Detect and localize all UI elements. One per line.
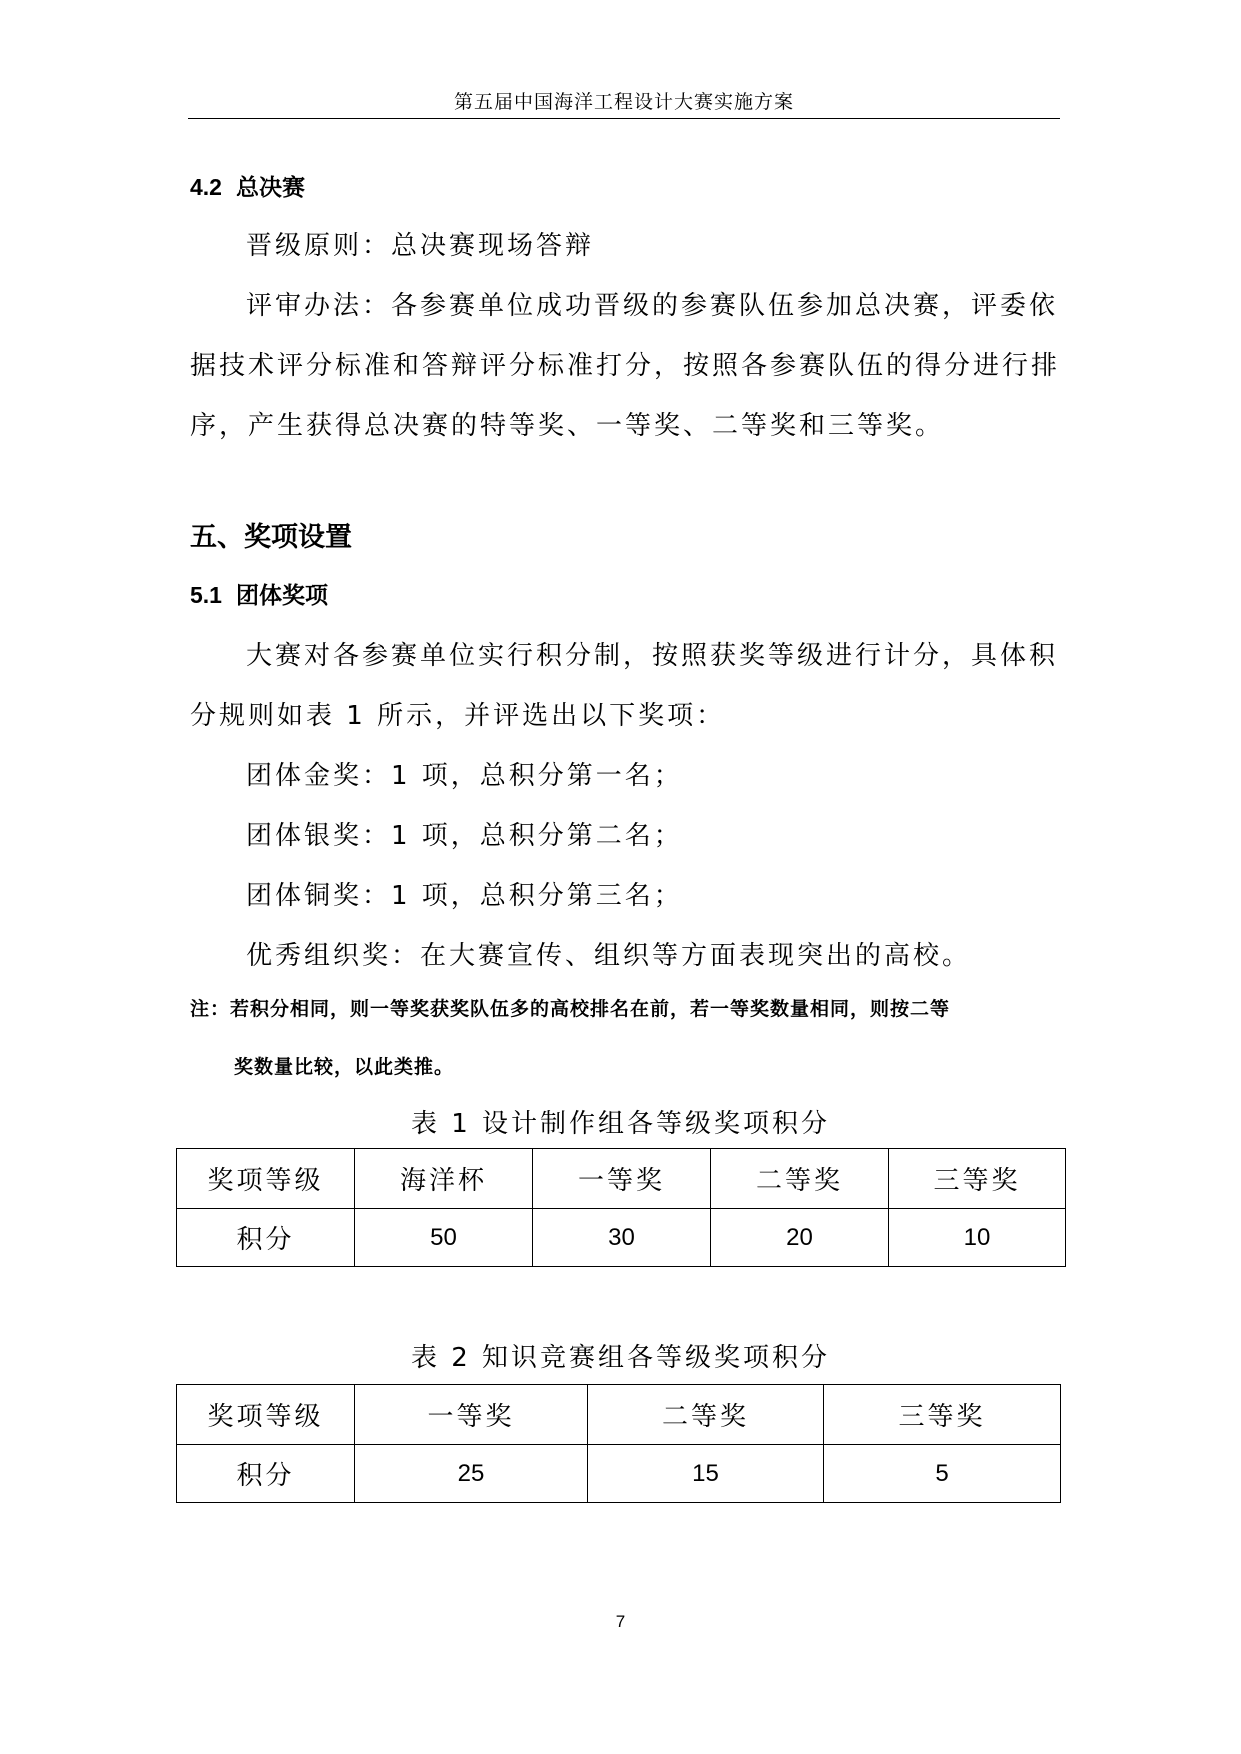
table-row: [177, 1445, 1061, 1503]
table-header-cell: 二等奖: [588, 1385, 824, 1445]
promotion-line: 晋级原则：总决赛现场答辩: [246, 231, 595, 261]
intro-line: 分规则如表 1 所示，并评选出以下奖项：: [190, 701, 726, 731]
section-number: 4.2: [190, 174, 222, 200]
section-number: 5.1: [190, 582, 222, 608]
section-heading-4-2: [190, 170, 305, 205]
table2: [176, 1384, 1061, 1503]
chapter-heading-5: 五、奖项设置: [190, 522, 352, 553]
table-header-cell: 二等奖: [711, 1149, 889, 1209]
table-header-cell: 一等奖: [533, 1149, 711, 1209]
header-rule: [188, 118, 1060, 119]
section-heading-5-1: [190, 578, 328, 613]
intro-paragraph: [190, 626, 1062, 746]
table-cell: 15: [588, 1445, 824, 1503]
section-title: 团体奖项: [235, 583, 328, 609]
review-line: 序，产生获得总决赛的特等奖、一等奖、二等奖和三等奖。: [190, 411, 945, 441]
review-line: 评审办法：各参赛单位成功晋级的参赛队伍参加总决赛，评委依: [246, 291, 1059, 321]
table-header-cell: 奖项等级: [177, 1149, 355, 1209]
award-item: 团体铜奖：1 项，总积分第三名；: [246, 881, 683, 911]
review-line: 据技术评分标准和答辩评分标准打分，按照各参赛队伍的得分进行排: [190, 351, 1061, 381]
table-cell: 25: [355, 1445, 588, 1503]
table-cell: 30: [533, 1209, 711, 1267]
review-paragraph: [190, 276, 1062, 456]
table-header-cell: 一等奖: [355, 1385, 588, 1445]
table-cell: 10: [889, 1209, 1066, 1267]
award-item: 团体金奖：1 项，总积分第一名；: [246, 761, 683, 791]
award-item: 团体银奖：1 项，总积分第二名；: [246, 821, 683, 851]
note-line: 奖数量比较，以此类推。: [234, 1056, 455, 1078]
table1: [176, 1148, 1066, 1267]
table-header-cell: 海洋杯: [355, 1149, 533, 1209]
table-cell: 5: [824, 1445, 1061, 1503]
table1-caption: 表 1 设计制作组各等级奖项积分: [410, 1109, 831, 1139]
table-row-label: 积分: [177, 1209, 355, 1267]
section-title: 总决赛: [235, 175, 305, 201]
awards-list: [190, 746, 1062, 986]
table-header-row: [177, 1149, 1066, 1209]
table-header-cell: 三等奖: [824, 1385, 1061, 1445]
table-row: [177, 1209, 1066, 1267]
note-line: 注：若积分相同，则一等奖获奖队伍多的高校排名在前，若一等奖数量相同，则按二等: [190, 998, 951, 1020]
table-row-label: 积分: [177, 1445, 355, 1503]
table2-caption: 表 2 知识竞赛组各等级奖项积分: [410, 1343, 831, 1373]
ranking-note: [190, 980, 1070, 1096]
promotion-paragraph: [190, 216, 1062, 276]
table-cell: 50: [355, 1209, 533, 1267]
table-header-row: [177, 1385, 1061, 1445]
table-header-cell: 奖项等级: [177, 1385, 355, 1445]
table-header-cell: 三等奖: [889, 1149, 1066, 1209]
award-item: 优秀组织奖：在大赛宣传、组织等方面表现突出的高校。: [246, 941, 972, 971]
running-header: 第五届中国海洋工程设计大赛实施方案: [453, 91, 794, 113]
intro-line: 大赛对各参赛单位实行积分制，按照获奖等级进行计分，具体积: [246, 641, 1059, 671]
table-cell: 20: [711, 1209, 889, 1267]
page-number: 7: [615, 1612, 626, 1631]
